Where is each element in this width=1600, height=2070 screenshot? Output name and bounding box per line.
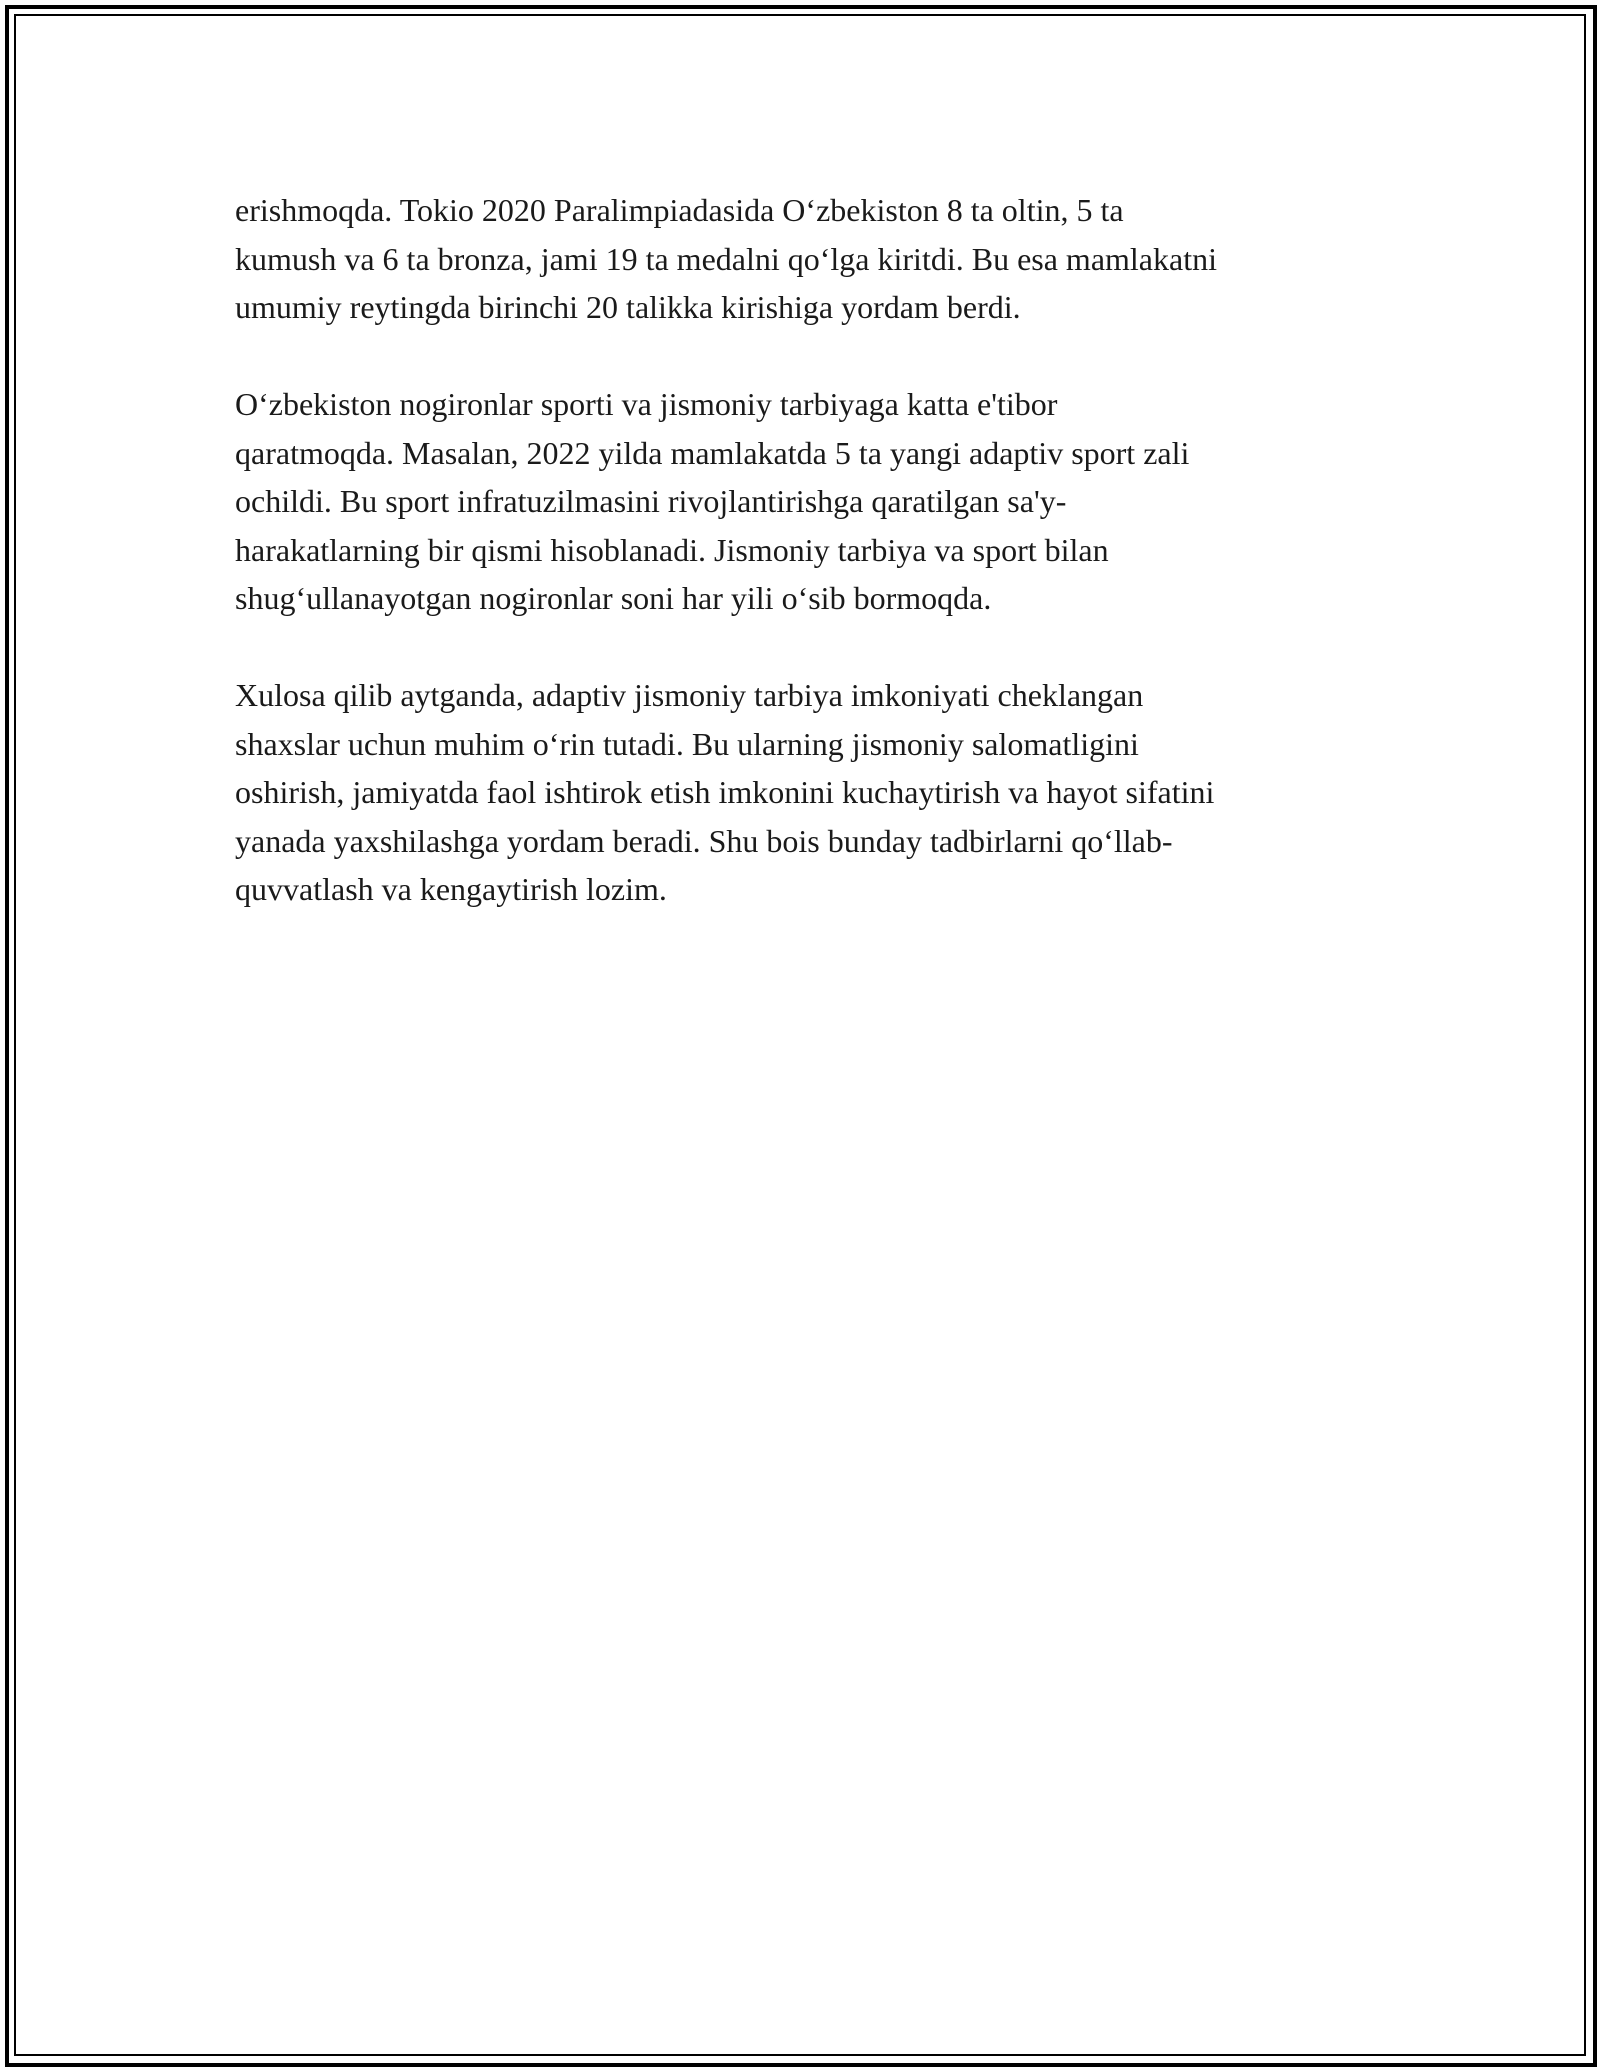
paragraph-conclusion [235,671,1395,914]
paragraph-adaptive-sport [235,380,1395,623]
text-line: qaratmoqda. Masalan, 2022 yilda mamlakatda 5 ta yangi adaptiv sport zali [235,434,1190,471]
paragraph-medals [235,186,1395,332]
text-line: shug‘ullanayotgan nogironlar soni har yili o‘sib bormoqda. [235,580,992,616]
text-line: harakatlarning bir qismi hisoblanadi. Jismoniy tarbiya va sport bilan [235,531,1109,568]
text-line: ochildi. Bu sport infratuzilmasini rivojlantirishga qaratilgan sa'y- [235,483,1067,519]
text-line: erishmoqda. Tokio 2020 Paralimpiadasida O‘zbekiston 8 ta oltin, 5 ta [235,192,1124,228]
text-line: shaxslar uchun muhim o‘rin tutadi. Bu ularning jismoniy salomatligini [235,725,1139,762]
text-line: umumiy reytingda birinchi 20 talikka kirishiga yordam berdi. [235,289,1021,325]
document-body [235,186,1395,962]
text-line: oshirish, jamiyatda faol ishtirok etish imkonini kuchaytirish va hayot sifatini [235,774,1215,810]
text-line: quvvatlash va kengaytirish lozim. [235,871,667,907]
text-line: Xulosa qilib aytganda, adaptiv jismoniy tarbiya imkoniyati cheklangan [235,677,1144,713]
text-line: O‘zbekiston nogironlar sporti va jismoniy tarbiyaga katta e'tibor [235,386,1058,422]
text-line: kumush va 6 ta bronza, jami 19 ta medalni qo‘lga kiritdi. Bu esa mamlakatni [235,240,1217,277]
text-line: yanada yaxshilashga yordam beradi. Shu bois bunday tadbirlarni qo‘llab- [235,822,1173,859]
